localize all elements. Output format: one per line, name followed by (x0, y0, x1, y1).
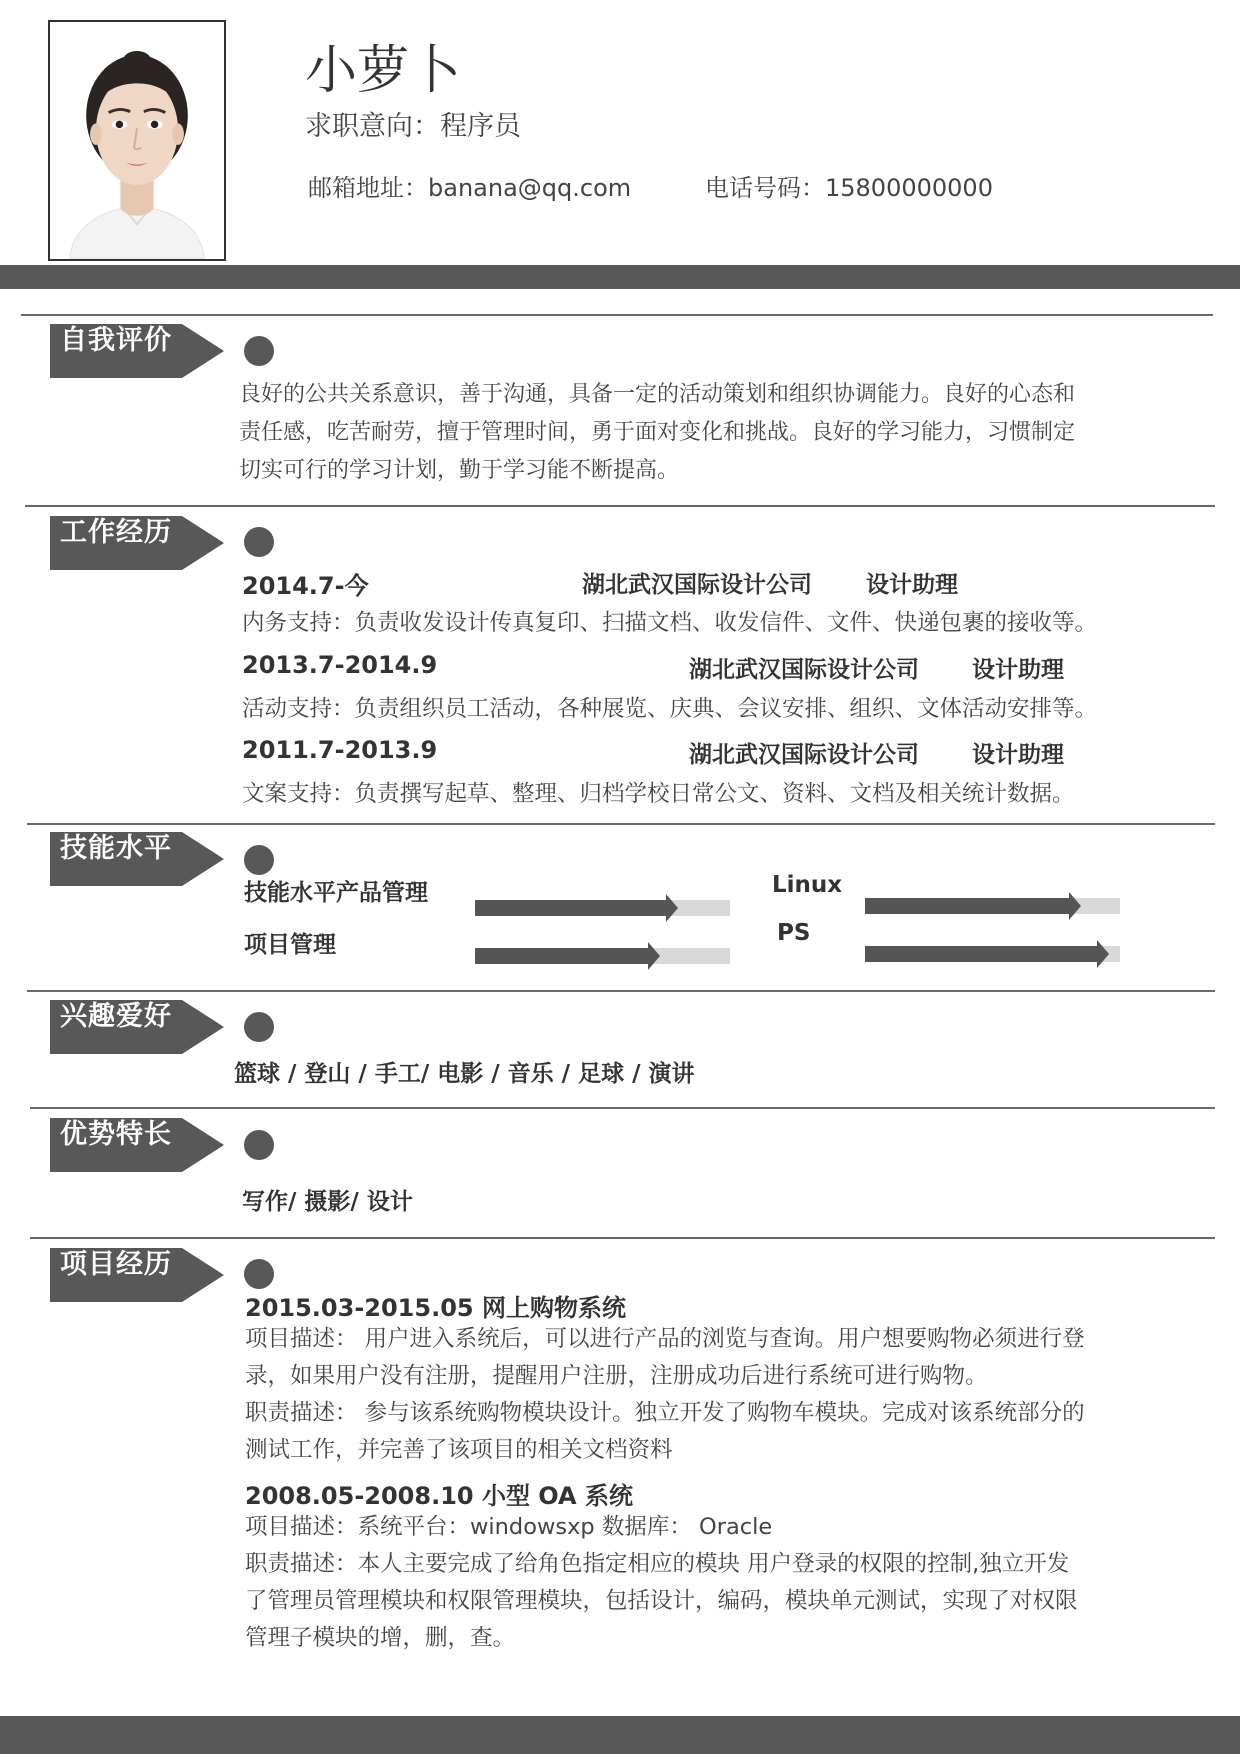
section-divider (30, 1107, 1215, 1109)
email-text: 邮箱地址：banana@qq.com (308, 174, 632, 202)
skill-progress-bar (475, 948, 730, 964)
candidate-name: 小萝卜 (305, 41, 462, 101)
job-description: 文案支持：负责撰写起草、整理、归档学校日常公文、资料、文档及相关统计数据。 (242, 781, 1075, 807)
section-title: 工作经历 (60, 517, 172, 548)
section-bullet (244, 845, 274, 875)
section-bullet (244, 1012, 274, 1042)
skill-label: Linux (772, 872, 843, 898)
section-bullet (244, 336, 274, 366)
section-title: 技能水平 (60, 833, 172, 864)
skill-progress-fill (475, 900, 666, 916)
section-divider (30, 1237, 1215, 1239)
section-tag-self-eval (50, 324, 224, 378)
skill-progress-fill (865, 898, 1069, 914)
skill-progress-bar (865, 898, 1120, 914)
job-role: 设计助理 (972, 742, 1064, 768)
project-title: 2015.03-2015.05 网上购物系统 (245, 1294, 626, 1322)
job-company: 湖北武汉国际设计公司 (689, 742, 919, 768)
section-title: 兴趣爱好 (60, 1001, 172, 1032)
contact-row (308, 168, 993, 203)
job-company: 湖北武汉国际设计公司 (582, 572, 812, 598)
section-tag-strengths (50, 1118, 224, 1172)
footer-band (0, 1716, 1240, 1754)
project-description: 项目描述：系统平台：windowsxp 数据库： Oracle 职责描述：本人主要完成了给角色指定相应的模块 用户登录的权限的控制,独立开发 了管理员管理模块和权限管理模块，包括设计，编码，模块单元测试，实现了对权限 管理子模块的增，删，查。 (245, 1514, 1078, 1651)
section-divider (25, 505, 1215, 507)
skill-progress-bar (865, 946, 1120, 962)
section-title: 项目经历 (60, 1249, 172, 1280)
section-tag-work (50, 516, 224, 570)
job-intent: 求职意向：程序员 (305, 111, 521, 142)
job-date: 2013.7-2014.9 (242, 651, 438, 679)
section-title: 自我评价 (60, 325, 172, 356)
job-date: 2014.7-今 (242, 572, 369, 600)
section-tag-skills (50, 832, 224, 886)
profile-photo (48, 20, 226, 261)
skill-label: PS (777, 920, 811, 946)
job-role: 设计助理 (972, 657, 1064, 683)
skill-progress-fill (475, 948, 648, 964)
hobbies-text: 篮球 / 登山 / 手工/ 电影 / 音乐 / 足球 / 演讲 (234, 1061, 695, 1087)
skill-progress-bar (475, 900, 730, 916)
job-description: 活动支持：负责组织员工活动，各种展览、庆典、会议安排、组织、文体活动安排等。 (242, 696, 1098, 722)
section-tag-hobbies (50, 1000, 224, 1054)
skill-progress-fill (865, 946, 1097, 962)
strengths-text: 写作/ 摄影/ 设计 (242, 1189, 413, 1215)
job-company: 湖北武汉国际设计公司 (689, 657, 919, 683)
section-bullet (244, 1259, 274, 1289)
section-tag-projects (50, 1248, 224, 1302)
section-bullet (244, 527, 274, 557)
job-description: 内务支持：负责收发设计传真复印、扫描文档、收发信件、文件、快递包裹的接收等。 (242, 610, 1098, 636)
section-divider (27, 990, 1215, 992)
project-title: 2008.05-2008.10 小型 OA 系统 (245, 1482, 633, 1510)
self-eval-text: 良好的公共关系意识，善于沟通，具备一定的活动策划和组织协调能力。良好的心态和 责任感，吃苦耐劳，擅于管理时间，勇于面对变化和挑战。良好的学习能力，习惯制定 切实可行的学习计划，勤于学习能不断提高。 (239, 382, 1076, 483)
person-portrait-icon (50, 22, 224, 259)
section-title: 优势特长 (60, 1119, 172, 1150)
phone-text: 电话号码：15800000000 (705, 174, 993, 202)
skill-label: 技能水平产品管理 (244, 880, 428, 906)
job-role: 设计助理 (866, 572, 958, 598)
section-divider (27, 823, 1215, 825)
section-divider (21, 314, 1213, 316)
skill-label: 项目管理 (244, 932, 336, 958)
header-band (0, 265, 1240, 289)
project-description: 项目描述： 用户进入系统后，可以进行产品的浏览与查询。用户想要购物必须进行登 录，如果用户没有注册，提醒用户注册，注册成功后进行系统可进行购物。 职责描述： 参与该系统购物模块设计。独立开发了购物车模块。完成对该系统部分的 测试工作，并完善了该项目的相关文档资料 (245, 1326, 1085, 1463)
job-date: 2011.7-2013.9 (242, 736, 438, 764)
section-bullet (244, 1130, 274, 1160)
